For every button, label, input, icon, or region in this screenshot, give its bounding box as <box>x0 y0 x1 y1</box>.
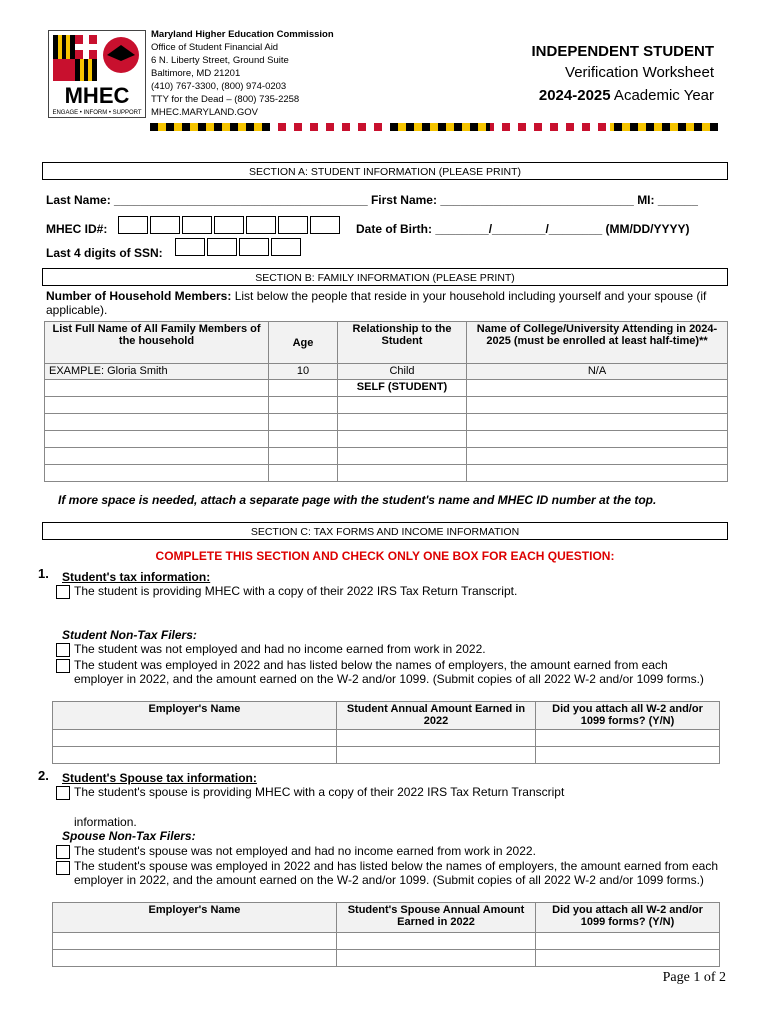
q2-transcript-label: The student's spouse is providing MHEC with a copy of their 2022 IRS Tax Return Transcript <box>74 785 565 799</box>
employer-name-header: Employer's Name <box>53 702 337 730</box>
q2-title: Student's Spouse tax information: <box>62 771 257 785</box>
q2-not-employed-label: The student's spouse was not employed and had no income earned from work in 2022. <box>74 844 536 858</box>
table-row[interactable] <box>45 414 728 431</box>
page-number: Page 1 of 2 <box>662 970 726 985</box>
q1-employed-checkbox[interactable] <box>56 659 70 673</box>
org-address-block <box>151 28 334 119</box>
q1-transcript-label: The student is providing MHEC with a copy of their 2022 IRS Tax Return Transcript. <box>74 584 518 598</box>
household-intro: Number of Household Members: List below the people that reside in your household including yourself and your spouse (if applicable). <box>46 289 707 317</box>
spouse-employer-name-header: Employer's Name <box>53 903 337 933</box>
q1-nontax-heading: Student Non-Tax Filers: <box>62 628 197 642</box>
table-row[interactable] <box>53 933 720 950</box>
col-age-header: Age <box>269 322 338 364</box>
q1-title: Student's tax information: <box>62 570 211 584</box>
section-b-header: SECTION B: FAMILY INFORMATION (PLEASE PRINT) <box>42 268 728 286</box>
example-age: 10 <box>269 364 338 380</box>
org-tty: TTY for the Dead – (800) 735-2258 <box>151 94 300 105</box>
org-phone: (410) 767-3300, (800) 974-0203 <box>151 81 287 92</box>
svg-text:MHEC: MHEC <box>64 83 130 108</box>
ssn-label: Last 4 digits of SSN: <box>46 246 163 260</box>
svg-text:ENGAGE • INFORM • SUPPORT: ENGAGE • INFORM • SUPPORT <box>52 110 142 116</box>
org-name: Maryland Higher Education Commission <box>151 29 334 40</box>
col-name-header: List Full Name of All Family Members of the household <box>45 322 269 364</box>
dob-field[interactable]: Date of Birth: ________/________/________ (MM/DD/YYYY) <box>356 222 690 236</box>
table-row[interactable] <box>45 380 728 397</box>
self-student-cell: SELF (STUDENT) <box>338 380 467 397</box>
org-office: Office of Student Financial Aid <box>151 42 279 53</box>
q2-nontax-heading: Spouse Non-Tax Filers: <box>62 829 196 843</box>
q2-employed-label: The student's spouse was employed in 2022 and has listed below the names of employers, the amount earned from each employer in 2022, and the amount earned on the W-2 and/or 1099. (Submit copies of all 2022 W-2 and/or 1099 forms.) <box>74 859 719 887</box>
col-relationship-header: Relationship to the Student <box>338 322 467 364</box>
table-row[interactable] <box>53 730 720 747</box>
flag-stripe <box>150 118 718 126</box>
section-c-instruction: COMPLETE THIS SECTION AND CHECK ONLY ONE BOX FOR EACH QUESTION: <box>155 549 615 563</box>
section-c-header: SECTION C: TAX FORMS AND INCOME INFORMATION <box>42 522 728 540</box>
mhec-id-input[interactable] <box>118 216 342 234</box>
w2-attached-header: Did you attach all W-2 and/or 1099 forms? (Y/N) <box>536 702 720 730</box>
spouse-employer-table <box>52 902 720 967</box>
q2-number: 2. <box>38 768 49 783</box>
q1-number: 1. <box>38 566 49 581</box>
mhec-logo <box>48 30 146 118</box>
example-college: N/A <box>467 364 728 380</box>
table-row[interactable] <box>45 465 728 482</box>
more-space-note: If more space is needed, attach a separate page with the student's name and MHEC ID number at the top. <box>58 493 657 507</box>
amount-earned-header: Student Annual Amount Earned in 2022 <box>337 702 536 730</box>
spouse-w2-attached-header: Did you attach all W-2 and/or 1099 forms? (Y/N) <box>536 903 720 933</box>
example-name: EXAMPLE: Gloria Smith <box>45 364 269 380</box>
q1-transcript-checkbox[interactable] <box>56 585 70 599</box>
form-title-main: INDEPENDENT STUDENT <box>531 43 714 60</box>
table-row-example <box>45 364 728 380</box>
table-row[interactable] <box>45 397 728 414</box>
household-table <box>44 321 728 482</box>
name-fields: Last Name: ______________________________________ First Name: _____________________________ MI: ______ <box>46 193 698 207</box>
org-street: 6 N. Liberty Street, Ground Suite <box>151 55 289 66</box>
student-employer-table <box>52 701 720 764</box>
form-title-sub: Verification Worksheet <box>565 64 714 81</box>
q2-transcript-label-cont: information. <box>74 815 137 829</box>
q2-employed-checkbox[interactable] <box>56 861 70 875</box>
table-row[interactable] <box>53 747 720 764</box>
form-title <box>531 42 714 108</box>
q2-transcript-checkbox[interactable] <box>56 786 70 800</box>
form-academic-year: 2024-2025 Academic Year <box>538 87 714 104</box>
org-city: Baltimore, MD 21201 <box>151 68 241 79</box>
table-row[interactable] <box>53 950 720 967</box>
q1-not-employed-checkbox[interactable] <box>56 643 70 657</box>
mhec-id-label: MHEC ID#: <box>46 222 108 236</box>
q2-not-employed-checkbox[interactable] <box>56 845 70 859</box>
org-website: MHEC.MARYLAND.GOV <box>151 107 258 118</box>
ssn-input[interactable] <box>175 238 303 256</box>
table-row[interactable] <box>45 431 728 448</box>
col-college-header: Name of College/University Attending in 2024-2025 (must be enrolled at least half-time)** <box>467 322 728 364</box>
table-row[interactable] <box>45 448 728 465</box>
q1-not-employed-label: The student was not employed and had no income earned from work in 2022. <box>74 642 486 656</box>
spouse-amount-earned-header: Student's Spouse Annual Amount Earned in 2022 <box>337 903 536 933</box>
example-relationship: Child <box>338 364 467 380</box>
q1-employed-label: The student was employed in 2022 and has listed below the names of employers, the amount earned from each employer in 2022, and the amount earned on the W-2 and/or 1099. (Submit copies of all 2022 W-2 and/or 1099 forms.) <box>74 658 704 686</box>
section-a-header: SECTION A: STUDENT INFORMATION (PLEASE PRINT) <box>42 162 728 180</box>
